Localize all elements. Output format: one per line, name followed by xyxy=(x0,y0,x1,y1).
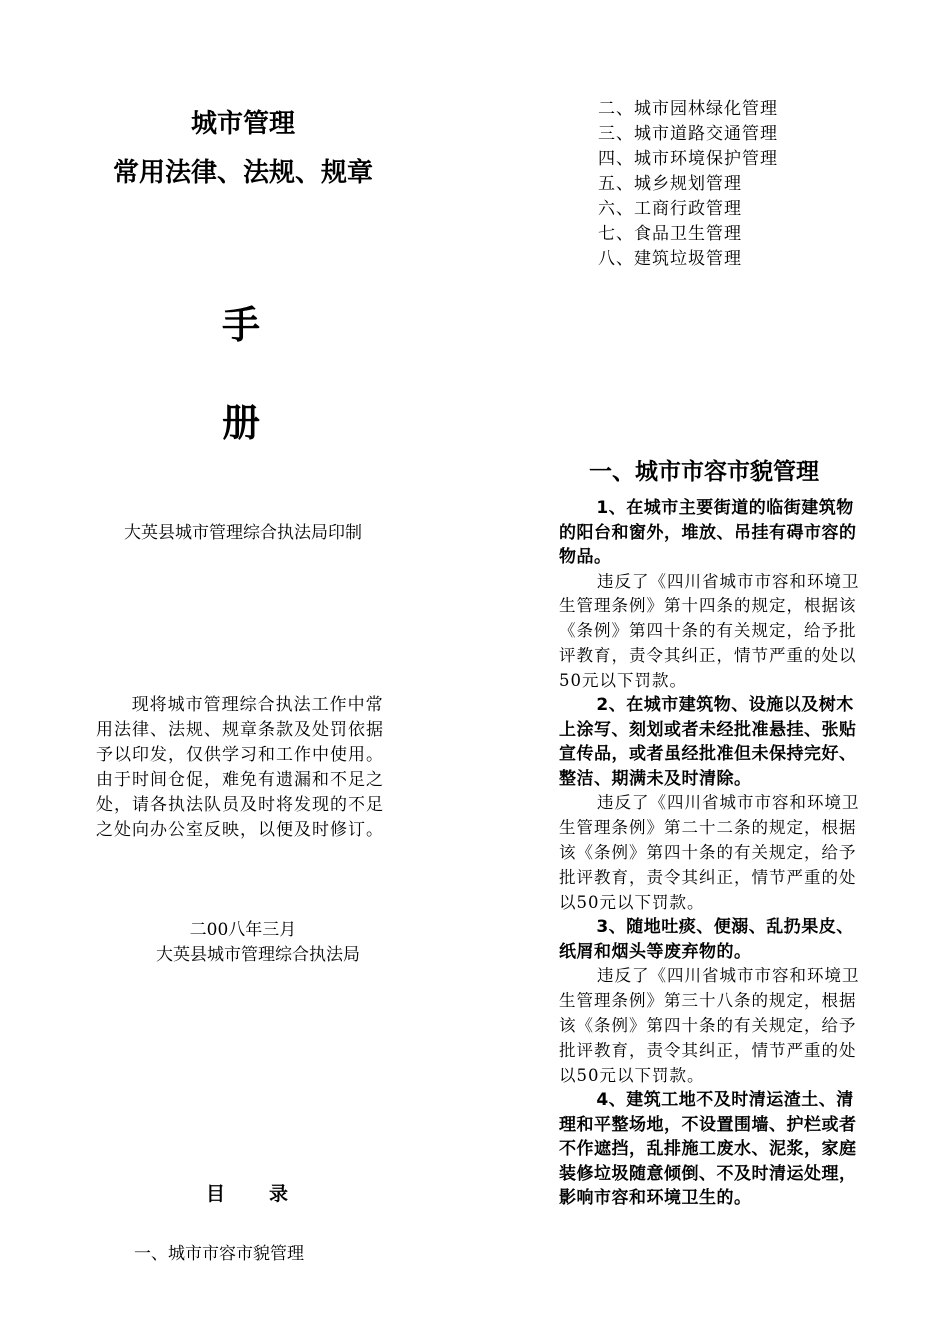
handbook-char-1: 手 xyxy=(222,303,261,347)
toc-item: 二、城市园林绿化管理 xyxy=(598,99,778,119)
toc-heading-char-2: 录 xyxy=(269,1183,289,1205)
violation-heading: 2、在城市建筑物、设施以及树木上涂写、刻划或者未经批准悬挂、张贴宣传品，或者虽经批准但未保持完好、整洁、期满未及时清除。 xyxy=(559,695,857,789)
toc-item: 一、城市市容市貌管理 xyxy=(134,1244,304,1264)
printer-line: 大英县城市管理综合执法局印制 xyxy=(124,523,362,543)
toc-item: 四、城市环境保护管理 xyxy=(598,149,778,169)
toc-list-continued xyxy=(598,97,778,272)
violation-heading: 1、在城市主要街道的临街建筑物的阳台和窗外，堆放、吊挂有碍市容的物品。 xyxy=(559,498,857,567)
section-title: 一、城市市容市貌管理 xyxy=(589,459,819,485)
issuing-org: 大英县城市管理综合执法局 xyxy=(156,945,360,965)
toc-item: 七、食品卫生管理 xyxy=(598,224,742,244)
preface-paragraph: 现将城市管理综合执法工作中常用法律、法规、规章条款及处罚依据予以印发，仅供学习和工作中使用。由于时间仓促，难免有遗漏和不足之处，请各执法队员及时将发现的不足之处向办公室反映，以便及时修订。 xyxy=(96,695,384,840)
violation-penalty: 违反了《四川省城市市容和环境卫生管理条例》第三十八条的规定，根据该《条例》第四十条的有关规定，给予批评教育，责令其纠正，情节严重的处以50元以下罚款。 xyxy=(559,966,860,1085)
violation-penalty: 违反了《四川省城市市容和环境卫生管理条例》第十四条的规定，根据该《条例》第四十条的有关规定，给予批评教育，责令其纠正，情节严重的处以50元以下罚款。 xyxy=(559,571,860,690)
issue-date: 二00八年三月 xyxy=(189,920,297,940)
violation-penalty: 违反了《四川省城市市容和环境卫生管理条例》第二十二条的规定，根据该《条例》第四十条的有关规定，给予批评教育，责令其纠正，情节严重的处以50元以下罚款。 xyxy=(559,793,860,912)
toc-item: 六、工商行政管理 xyxy=(598,199,742,219)
section-body xyxy=(559,496,871,1211)
toc-item: 三、城市道路交通管理 xyxy=(598,124,778,144)
toc-heading-char-1: 目 xyxy=(206,1183,226,1205)
violation-heading: 4、建筑工地不及时清运渣土、清理和平整场地，不设置围墙、护栏或者不作遮挡，乱排施工废水、泥浆，家庭装修垃圾随意倾倒、不及时清运处理，影响市容和环境卫生的。 xyxy=(559,1090,857,1209)
toc-item: 五、城乡规划管理 xyxy=(598,174,742,194)
toc-heading xyxy=(206,1180,288,1208)
toc-item: 八、建筑垃圾管理 xyxy=(598,249,742,269)
violation-heading: 3、随地吐痰、便溺、乱扔果皮、纸屑和烟头等废弃物的。 xyxy=(559,917,854,962)
document-title: 城市管理 xyxy=(190,109,295,139)
handbook-char-2: 册 xyxy=(222,401,261,445)
document-subtitle: 常用法律、法规、规章 xyxy=(112,158,373,188)
